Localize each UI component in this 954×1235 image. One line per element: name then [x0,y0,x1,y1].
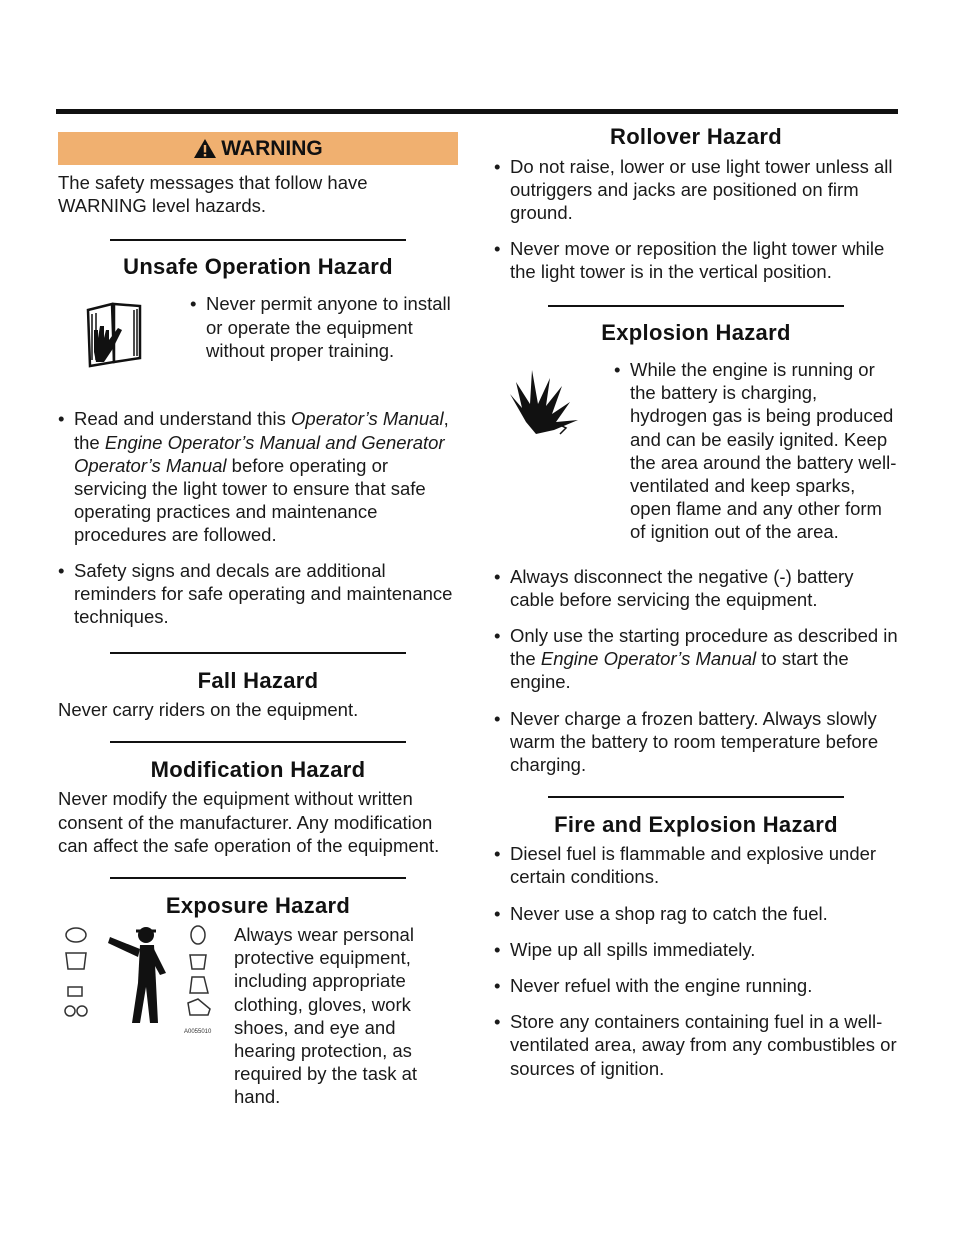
explosion-hazard-title: Explosion Hazard [601,320,791,346]
rollover-bullet-2: • Never move or reposition the light tower while the light tower is in the vertical position. [494,237,885,282]
explosion-icon-row [494,358,898,544]
warning-label: WARNING [221,136,323,160]
warning-intro: The safety messages that follow have WARNING level hazards. [58,172,368,217]
right-column [494,120,898,1080]
exposure-hazard-title: Exposure Hazard [165,893,351,919]
left-column [58,120,458,1109]
modification-hazard-text: Never modify the equipment without written consent of the manufacturer. Any modification can affect the safe operation of the equipment. [58,788,440,856]
fall-hazard-text: Never carry riders on the equipment. [58,699,359,721]
explosion-icon [494,358,614,544]
fire-bullet-2: • Never use a shop rag to catch the fuel. [494,902,828,924]
fire-bullet-4: • Never refuel with the engine running. [494,975,813,997]
manual-hand-icon [58,292,190,377]
fire-bullet-1: • Diesel fuel is flammable and explosive under certain conditions. [494,843,877,888]
warning-banner [58,132,458,165]
unsafe-icon-row [58,292,458,377]
fire-bullet-3: • Wipe up all spills immediately. [494,938,756,960]
explosion-bullet-3: • Only use the starting procedure as described in the Engine Operator’s Manual to start the engine. [494,625,898,693]
exposure-hazard-text: Always wear personal protective equipment, including appropriate clothing, gloves, work shoes, and eye and hearing protection, as required by the task at hand. [234,924,418,1108]
unsafe-bullet-1: • Never permit anyone to install or operate the equipment without proper training. [190,293,451,361]
explosion-bullet-2: • Always disconnect the negative (-) battery cable before servicing the equipment. [494,565,854,610]
top-rule [56,109,898,114]
fall-hazard-title: Fall Hazard [197,668,319,694]
figure-code: A0055010 [184,1029,212,1036]
rollover-bullet-1: • Do not raise, lower or use light tower unless all outriggers and jacks are positioned on firm ground. [494,156,893,224]
explosion-bullet-4: • Never charge a frozen battery. Always slowly warm the battery to room temperature before charging. [494,707,879,776]
modification-hazard-title: Modification Hazard [150,757,366,783]
exposure-row [58,923,458,1109]
explosion-bullet-1: • While the engine is running or the battery is charging, hydrogen gas is being produced and can be easily ignited. Keep the area around the battery well-ventilated and keep sparks, open flame and any other form of ignition out of the area. [614,359,897,543]
warning-triangle-icon [193,138,217,159]
unsafe-bullet-2: • Read and understand this Operator’s Manual, the Engine Operator’s Manual and Generator Operator’s Manual before operating or servicing the light tower to ensure that safe operating practices and maintenance procedures are followed. [58,408,449,546]
unsafe-operation-title: Unsafe Operation Hazard [123,254,393,280]
ppe-figure [58,923,234,1109]
fire-bullet-5: • Store any containers containing fuel in a well-ventilated area, away from any combustibles or sources of ignition. [494,1011,897,1079]
rollover-hazard-title: Rollover Hazard [610,124,782,149]
unsafe-bullet-3: • Safety signs and decals are additional reminders for safe operating and maintenance techniques. [58,559,453,628]
fire-explosion-hazard-title: Fire and Explosion Hazard [554,812,838,838]
